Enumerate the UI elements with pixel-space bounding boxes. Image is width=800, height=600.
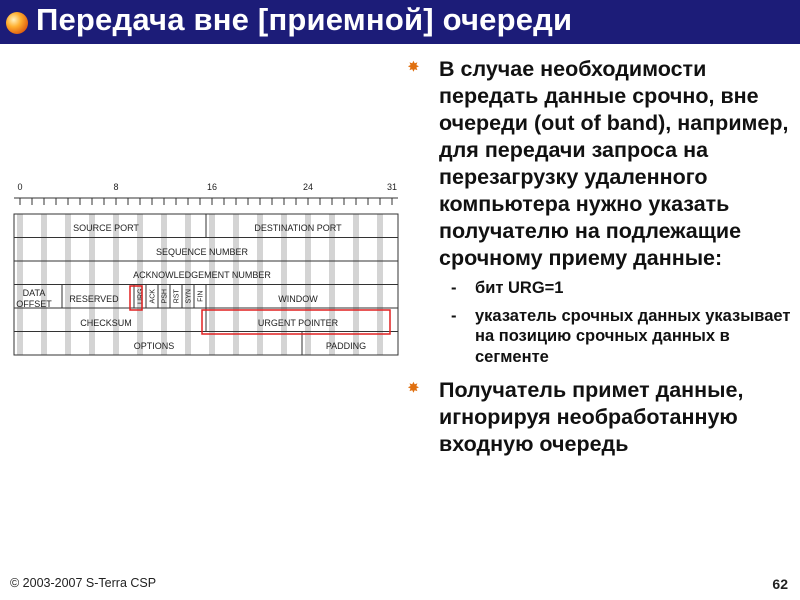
field-padding: PADDING (325, 341, 367, 351)
sub-bullet-text: бит URG=1 (475, 279, 564, 297)
bit-number-label: 16 (206, 182, 218, 192)
sub-bullet-text: указатель срочных данных указывает на позицию срочных данных в сегменте (475, 306, 791, 366)
field-sequence-number: SEQUENCE NUMBER (155, 247, 249, 257)
sub-bullet-item (408, 306, 796, 368)
field-data-offset-line2: OFFSET (16, 299, 52, 309)
field-options: OPTIONS (133, 341, 175, 351)
flag-ack: ACK (149, 289, 157, 304)
flag-syn: SYN (185, 289, 193, 304)
bullet-icon: ✸ (408, 380, 419, 395)
bullet-text: Получатель примет данные, игнорируя необработанную входную очередь (439, 378, 744, 456)
bullet-list (408, 56, 796, 458)
bit-ruler (14, 182, 398, 205)
bullet-text: В случае необходимости передать данные срочно, вне очереди (out of band), например, для передачи запроса на перезагрузку удаленного компьютера нужно указать получателю на подлежащие срочному приему данные: (439, 57, 789, 270)
page-number: 62 (772, 576, 788, 592)
bit-number-label: 31 (386, 182, 398, 192)
copyright-text: © 2003-2007 S-Terra CSP (10, 576, 157, 590)
field-reserved: RESERVED (69, 294, 119, 304)
dash-icon: - (451, 279, 457, 297)
flag-rst: RST (173, 289, 181, 304)
title-bullet-icon (6, 12, 28, 34)
field-acknowledgement-number: ACKNOWLEDGEMENT NUMBER (133, 270, 271, 280)
bullet-item (408, 56, 796, 272)
field-source-port: SOURCE PORT (73, 223, 139, 233)
flag-fin: FIN (197, 290, 205, 302)
bit-number-label: 8 (113, 182, 119, 192)
field-urgent-pointer: URGENT POINTER (257, 318, 339, 328)
field-data-offset-line1: DATA (22, 288, 46, 298)
title-bar (0, 0, 800, 44)
flag-psh: PSH (161, 289, 169, 304)
field-checksum: CHECKSUM (80, 318, 132, 328)
field-window: WINDOW (278, 294, 318, 304)
slide-title: Передача вне [приемной] очереди (36, 2, 573, 37)
flag-urg: URG (137, 288, 145, 305)
bullet-icon: ✸ (408, 59, 419, 74)
tcp-header-diagram (10, 178, 398, 362)
field-destination-port: DESTINATION PORT (254, 223, 342, 233)
sub-bullet-item (408, 278, 796, 299)
bullet-item (408, 377, 796, 458)
bit-number-label: 0 (17, 182, 23, 192)
dash-icon: - (451, 306, 457, 325)
bit-number-label: 24 (302, 182, 314, 192)
